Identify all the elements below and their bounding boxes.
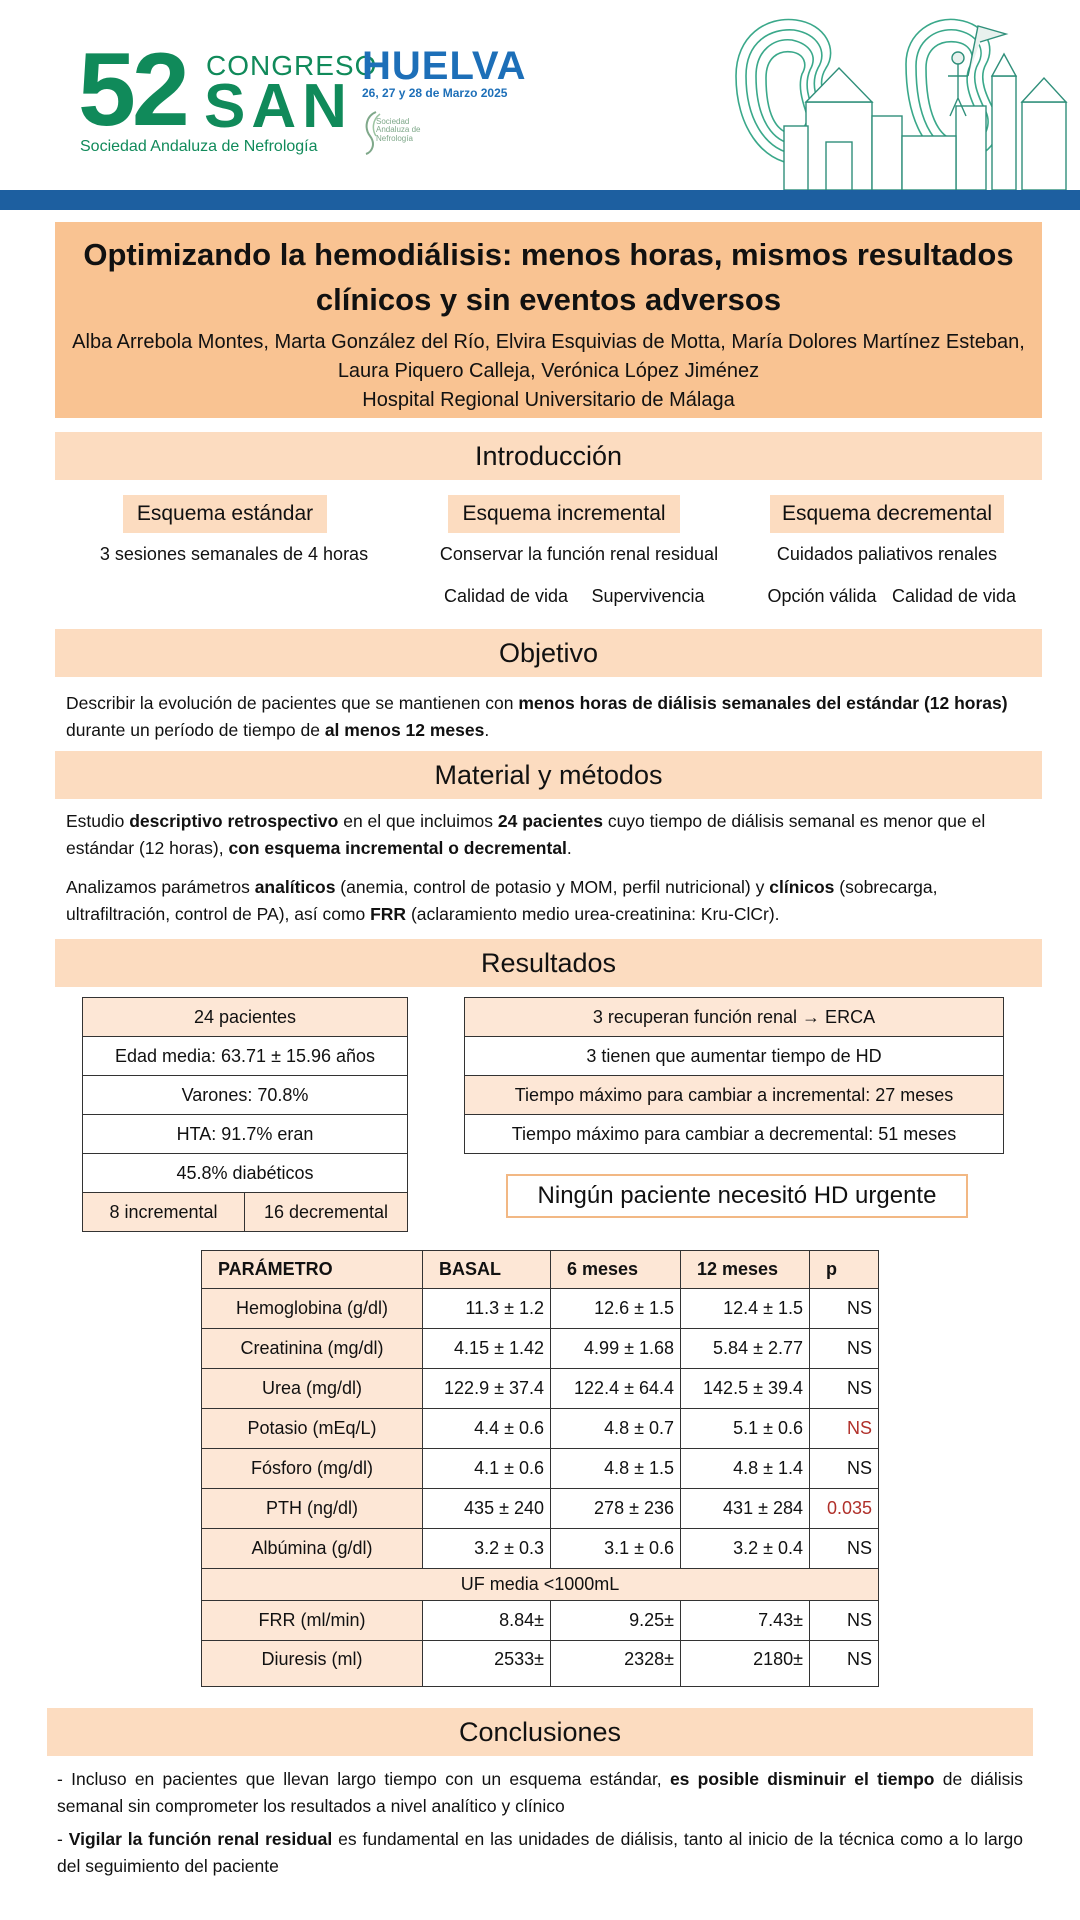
scheme-decremental-benefit-2: Calidad de vida <box>891 586 1017 606</box>
value-6-months: 12.6 ± 1.5 <box>551 1289 681 1329</box>
value-p: NS <box>810 1329 879 1369</box>
value-12-months: 5.84 ± 2.77 <box>681 1329 810 1369</box>
param-name: Fósforo (mg/dl) <box>202 1449 423 1489</box>
conclusion-2-text-2: es fundamental en las unidades de diálisis, tanto al inicio de la técnica como a lo largo del seguimiento del paciente <box>57 1829 1023 1876</box>
metodos-p2-text-4: (aclaramiento medio urea-creatinina: Kru-ClCr). <box>406 904 780 924</box>
value-p: NS <box>810 1409 879 1449</box>
outcome-row-4: Tiempo máximo para cambiar a decremental: 51 meses <box>465 1115 1004 1154</box>
param-name: FRR (ml/min) <box>202 1601 423 1641</box>
value-p: NS <box>810 1529 879 1569</box>
value-p: NS <box>810 1369 879 1409</box>
scheme-decremental-text: Cuidados paliativos renales <box>776 544 998 564</box>
value-p: NS <box>810 1289 879 1329</box>
metodos-p1-bold-3: con esquema incremental o decremental <box>228 838 567 858</box>
value-basal: 8.84± <box>423 1601 551 1641</box>
congress-label: CONGRESO <box>206 50 378 81</box>
scheme-standard-label: Esquema estándar <box>123 495 327 533</box>
demo-incremental: 8 incremental <box>83 1193 245 1232</box>
metodos-p2-text-2: (anemia, control de potasio y MOM, perfil nutricional) y <box>335 877 770 897</box>
objetivo-text-2: durante un período de tiempo de <box>66 720 325 740</box>
society-name: Sociedad Andaluza de Nefrología <box>80 138 318 155</box>
value-12-months: 4.8 ± 1.4 <box>681 1449 810 1489</box>
value-basal: 4.15 ± 1.42 <box>423 1329 551 1369</box>
header-blue-band <box>0 190 1080 210</box>
value-6-months: 3.1 ± 0.6 <box>551 1529 681 1569</box>
section-heading-conclusiones: Conclusiones <box>47 1708 1033 1756</box>
metodos-paragraph-2 <box>66 874 1032 928</box>
section-heading-objetivo: Objetivo <box>55 629 1042 677</box>
param-name: Diuresis (ml) <box>202 1641 423 1687</box>
poster-authors: Alba Arrebola Montes, Marta González del Río, Elvira Esquivias de Motta, María Dolores Martínez Esteban, Laura Piquero Calleja, Verónica López Jiménez <box>72 331 1025 382</box>
section-heading-metodos: Material y métodos <box>55 751 1042 799</box>
header-basal: BASAL <box>423 1251 551 1289</box>
demo-hta: HTA: 91.7% eran <box>83 1115 408 1154</box>
value-basal: 11.3 ± 1.2 <box>423 1289 551 1329</box>
objetivo-text-1: Describir la evolución de pacientes que se mantienen con <box>66 693 519 713</box>
metodos-p1-bold-1: descriptivo retrospectivo <box>129 811 339 831</box>
table-row <box>202 1641 879 1687</box>
congress-city: HUELVA <box>362 44 527 88</box>
value-6-months: 4.99 ± 1.68 <box>551 1329 681 1369</box>
param-name: Creatinina (mg/dl) <box>202 1329 423 1369</box>
scheme-incremental-text: Conservar la función renal residual <box>439 544 719 564</box>
objetivo-paragraph <box>66 690 1032 744</box>
value-basal: 3.2 ± 0.3 <box>423 1529 551 1569</box>
value-p: NS <box>810 1601 879 1641</box>
conclusion-2-bold: Vigilar la función renal residual <box>68 1829 333 1849</box>
value-12-months: 5.1 ± 0.6 <box>681 1409 810 1449</box>
scheme-decremental-label: Esquema decremental <box>770 495 1004 533</box>
value-basal: 435 ± 240 <box>423 1489 551 1529</box>
value-6-months: 122.4 ± 64.4 <box>551 1369 681 1409</box>
metodos-p2-text-3: (sobrecarga, ultrafiltración, control de PA), así como <box>66 877 938 924</box>
conclusion-1-text-2: de diálisis semanal sin comprometer los resultados a nivel analítico y clínico <box>57 1769 1023 1816</box>
value-p: NS <box>810 1641 879 1687</box>
metodos-p2-bold-3: FRR <box>370 904 407 924</box>
metodos-p1-text-1: Estudio <box>66 811 130 831</box>
outcome-row-3: Tiempo máximo para cambiar a incremental: 27 meses <box>465 1076 1004 1115</box>
value-6-months: 4.8 ± 1.5 <box>551 1449 681 1489</box>
section-heading-resultados: Resultados <box>55 939 1042 987</box>
outcome-row-1: 3 recuperan función renal → ERCA <box>465 998 1004 1037</box>
scheme-decremental-benefit-1: Opción válida <box>767 586 877 606</box>
value-basal: 2533± <box>423 1641 551 1687</box>
parameters-table <box>201 1250 879 1687</box>
value-12-months: 7.43± <box>681 1601 810 1641</box>
metodos-p2-text-1: Analizamos parámetros <box>66 877 255 897</box>
metodos-p1-text-2: en el que incluimos <box>338 811 498 831</box>
table-row <box>202 1529 879 1569</box>
mini-logo-text: Sociedad Andaluza de Nefrología <box>376 117 421 143</box>
metodos-p1-bold-2: 24 pacientes <box>497 811 603 831</box>
metodos-p1-text-4: . <box>566 838 572 858</box>
table-row <box>202 1409 879 1449</box>
conclusion-1-text-1: - Incluso en pacientes que llevan largo tiempo con un esquema estándar, <box>57 1769 670 1789</box>
value-basal: 4.1 ± 0.6 <box>423 1449 551 1489</box>
objetivo-bold-2: al menos 12 meses <box>324 720 485 740</box>
section-heading-introduccion: Introducción <box>55 432 1042 480</box>
poster-title: Optimizando la hemodiálisis: menos horas, mismos resultados clínicos y sin eventos adversos <box>83 237 1014 317</box>
value-12-months: 2180± <box>681 1641 810 1687</box>
value-6-months: 2328± <box>551 1641 681 1687</box>
objetivo-text-3: . <box>484 720 490 740</box>
metodos-paragraph-1 <box>66 808 1032 862</box>
header-12-months: 12 meses <box>681 1251 810 1289</box>
value-12-months: 3.2 ± 0.4 <box>681 1529 810 1569</box>
value-12-months: 12.4 ± 1.5 <box>681 1289 810 1329</box>
poster-hospital: Hospital Regional Universitario de Málaga <box>362 389 735 411</box>
demo-age: Edad media: 63.71 ± 15.96 años <box>83 1037 408 1076</box>
table-row <box>202 1289 879 1329</box>
value-12-months: 142.5 ± 39.4 <box>681 1369 810 1409</box>
kidney-city-illustration-icon <box>706 6 1080 190</box>
header-parameter: PARÁMETRO <box>202 1251 423 1289</box>
conclusion-2 <box>57 1826 1023 1880</box>
congress-acronym: SAN <box>204 72 353 141</box>
value-6-months: 4.8 ± 0.7 <box>551 1409 681 1449</box>
demo-patients: 24 pacientes <box>83 998 408 1037</box>
demographics-table <box>82 997 408 1232</box>
table-row <box>202 1449 879 1489</box>
value-12-months: 431 ± 284 <box>681 1489 810 1529</box>
table-row <box>202 1601 879 1641</box>
table-row <box>202 1329 879 1369</box>
conclusion-2-text-1: - <box>57 1829 69 1849</box>
param-name: PTH (ng/dl) <box>202 1489 423 1529</box>
value-6-months: 9.25± <box>551 1601 681 1641</box>
uf-note: UF media <1000mL <box>202 1569 879 1601</box>
scheme-incremental-label: Esquema incremental <box>448 495 680 533</box>
header-6-months: 6 meses <box>551 1251 681 1289</box>
scheme-incremental-benefit-2: Supervivencia <box>591 586 705 606</box>
scheme-standard-text: 3 sesiones semanales de 4 horas <box>99 544 369 564</box>
conclusion-1-bold: es posible disminuir el tiempo <box>669 1769 935 1789</box>
parameters-header-row <box>202 1251 879 1289</box>
metodos-p2-bold-1: analíticos <box>254 877 336 897</box>
outcomes-table <box>464 997 1004 1154</box>
metodos-p2-bold-2: clínicos <box>769 877 835 897</box>
demo-decremental: 16 decremental <box>245 1193 408 1232</box>
scheme-incremental-benefit-1: Calidad de vida <box>443 586 569 606</box>
urgent-hd-callout: Ningún paciente necesitó HD urgente <box>506 1174 968 1218</box>
header-p: p <box>810 1251 879 1289</box>
poster-title-block <box>55 222 1042 418</box>
value-p: 0.035 <box>810 1489 879 1529</box>
congress-number: 52 <box>78 32 186 148</box>
table-row <box>202 1369 879 1409</box>
param-name: Potasio (mEq/L) <box>202 1409 423 1449</box>
congress-header <box>0 0 1080 210</box>
value-6-months: 278 ± 236 <box>551 1489 681 1529</box>
metodos-p1-text-3: cuyo tiempo de diálisis semanal es menor que el estándar (12 horas), <box>66 811 986 858</box>
param-name: Albúmina (g/dl) <box>202 1529 423 1569</box>
value-p: NS <box>810 1449 879 1489</box>
table-row <box>202 1489 879 1529</box>
congress-dates: 26, 27 y 28 de Marzo 2025 <box>362 86 508 100</box>
value-basal: 122.9 ± 37.4 <box>423 1369 551 1409</box>
objetivo-bold-1: menos horas de diálisis semanales del estándar (12 horas) <box>518 693 1008 713</box>
conclusion-1 <box>57 1766 1023 1820</box>
param-name: Urea (mg/dl) <box>202 1369 423 1409</box>
param-name: Hemoglobina (g/dl) <box>202 1289 423 1329</box>
outcome-row-2: 3 tienen que aumentar tiempo de HD <box>465 1037 1004 1076</box>
demo-diabetic: 45.8% diabéticos <box>83 1154 408 1193</box>
value-basal: 4.4 ± 0.6 <box>423 1409 551 1449</box>
demo-males: Varones: 70.8% <box>83 1076 408 1115</box>
